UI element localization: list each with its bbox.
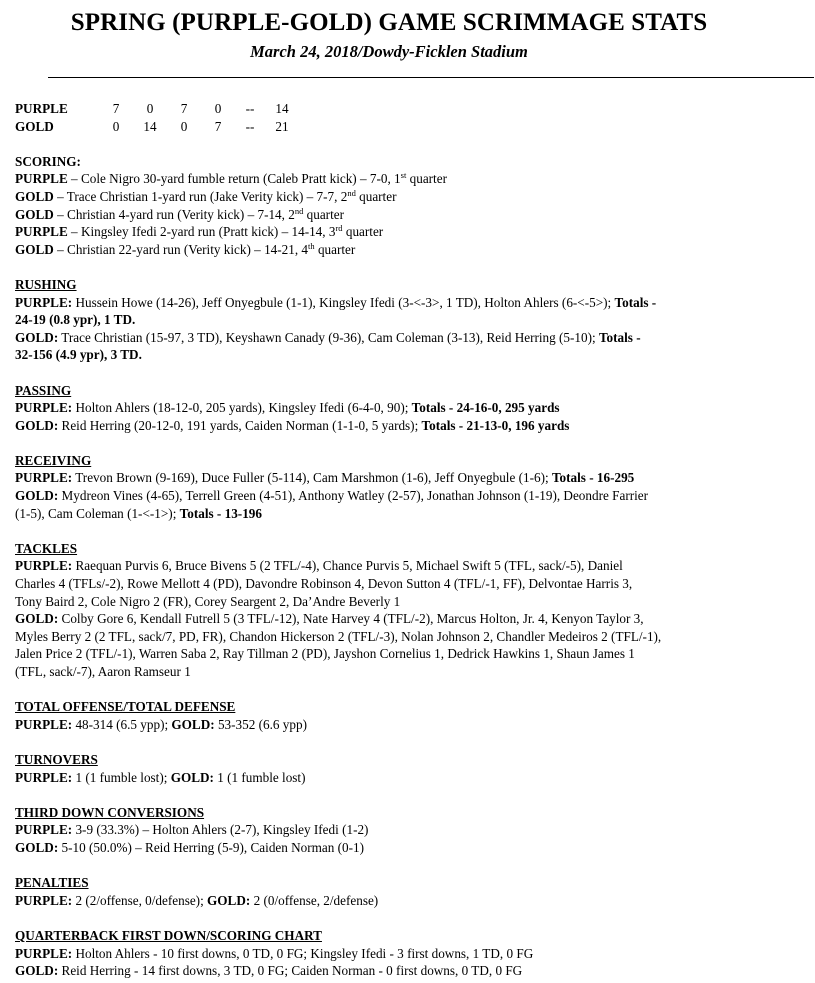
linescore-team: PURPLE (15, 101, 68, 116)
tackles-gold (15, 610, 800, 628)
linescore-q3: 7 (180, 101, 188, 116)
header-divider (48, 77, 814, 78)
receiving-gold (15, 487, 800, 505)
play-text: – Christian 4-yard run (Verity kick) – 7-14, 2 (53, 206, 295, 222)
team-label: GOLD: (15, 963, 59, 979)
play-suffix: quarter (355, 188, 397, 204)
receiving-text: (1-5), Cam Coleman (1-<-1>); (15, 505, 180, 521)
rushing-text: Hussein Howe (14-26), Jeff Onyegbule (1-1), Kingsley Ifedi (3-<-3>, 1 TD), Holton Ahlers (6-<-5>); (72, 294, 615, 310)
ordinal: rd (335, 223, 343, 234)
totals-value: Totals - 16-295 (551, 470, 635, 486)
team-label: GOLD (15, 206, 54, 222)
third-down-gold (15, 839, 800, 857)
totals-value: Totals - 21-13-0, 196 yards (421, 417, 570, 433)
linescore-q4: 0 (214, 101, 222, 116)
linescore-dash: -- (245, 118, 255, 134)
scoring-play (15, 188, 800, 206)
third-down-purple (15, 821, 800, 839)
play-suffix: quarter (314, 241, 356, 257)
totals-value: 24-19 (0.8 ypr), 1 TD. (15, 312, 136, 328)
play-text: – Trace Christian 1-yard run (Jake Verity kick) – 7-7, 2 (53, 188, 348, 204)
team-label: GOLD: (171, 716, 215, 732)
turnovers-header: TURNOVERS (15, 751, 98, 767)
linescore-q2: 14 (143, 118, 157, 134)
receiving-section (15, 452, 800, 522)
totals-value: 32-156 (4.9 ypr), 3 TD. (15, 347, 142, 363)
tackles-header: TACKLES (15, 540, 78, 556)
penalties-line (15, 892, 800, 910)
linescore-team: GOLD (15, 118, 54, 134)
linescore-total: 21 (275, 118, 289, 134)
play-text: – Kingsley Ifedi 2-yard run (Pratt kick) – 14-14, 3 (67, 224, 336, 240)
tackles-gold-cont: (TFL, sack/-7), Aaron Ramseur 1 (15, 664, 191, 679)
totals-label: Totals - (598, 329, 641, 345)
rushing-header: RUSHING (15, 276, 77, 292)
linescore-table (15, 100, 299, 135)
penalties-header: PENALTIES (15, 875, 89, 891)
linescore-dash: -- (245, 101, 255, 116)
passing-section (15, 382, 800, 435)
tackles-text: Raequan Purvis 6, Bruce Bivens 5 (2 TFL/-4), Chance Purvis 5, Michael Swift 5 (TFL, sack/-5), Daniel (72, 558, 623, 574)
stat-text: 3-9 (33.3%) – Holton Ahlers (2-7), Kingsley Ifedi (1-2) (72, 822, 369, 838)
team-label: PURPLE: (15, 892, 73, 908)
stat-text: 2 (0/offense, 2/defense) (250, 892, 379, 908)
stats-document (15, 100, 800, 980)
penalties-section (15, 874, 800, 909)
tackles-gold-cont: Jalen Price 2 (TFL/-1), Warren Saba 2, Ray Tillman 2 (PD), Jayshon Cornelius 1, Dedrick Hawkins 1, Shaun James 1 (15, 646, 635, 662)
team-label: PURPLE: (15, 822, 73, 838)
rushing-text: Trace Christian (15-97, 3 TD), Keyshawn Canady (9-36), Cam Coleman (3-13), Reid Herring (5-10); (58, 329, 599, 345)
total-offense-header: TOTAL OFFENSE/TOTAL DEFENSE (15, 699, 236, 715)
stat-text: 1 (1 fumble lost) (213, 769, 306, 785)
stat-text: 48-314 (6.5 ypp); (72, 716, 172, 732)
scoring-play (15, 170, 800, 188)
play-text: – Cole Nigro 30-yard fumble return (Caleb Pratt kick) – 7-0, 1 (67, 171, 401, 187)
stat-text: 2 (2/offense, 0/defense); (72, 892, 208, 908)
receiving-text: Trevon Brown (9-169), Duce Fuller (5-114), Cam Marshmon (1-6), Jeff Onyegbule (1-6); (72, 470, 552, 486)
tackles-gold-cont: Myles Berry 2 (2 TFL, sack/7, PD, FR), Chandon Hickerson 2 (TFL/-3), Nolan Johnson 2, Chandler Medeiros 2 (TFL/-1), (15, 628, 662, 644)
qb-chart-section (15, 927, 800, 980)
team-label: GOLD: (15, 488, 59, 504)
rushing-gold (15, 329, 800, 347)
team-label: PURPLE (15, 171, 68, 187)
rushing-section (15, 276, 800, 364)
team-label: PURPLE (15, 224, 68, 240)
tackles-purple (15, 557, 800, 575)
page-title: SPRING (PURPLE-GOLD) GAME SCRIMMAGE STATS (70, 9, 708, 36)
tackles-purple-cont: Charles 4 (TFLs/-2), Rowe Mellott 4 (PD), Davondre Robinson 4, Devon Sutton 4 (TFL/-1, FF), Delvontae Harris 3, (15, 576, 633, 592)
ordinal: nd (347, 187, 356, 198)
play-suffix: quarter (406, 171, 447, 187)
team-label: GOLD: (170, 769, 214, 785)
passing-purple (15, 399, 800, 417)
scoring-play (15, 241, 800, 259)
rushing-purple (15, 294, 800, 312)
scoring-play (15, 206, 800, 224)
team-label: GOLD (15, 188, 54, 204)
linescore-row-gold (15, 118, 299, 136)
passing-text: Reid Herring (20-12-0, 191 yards, Caiden Norman (1-1-0, 5 yards); (58, 417, 422, 433)
receiving-purple (15, 469, 800, 487)
team-label: PURPLE: (15, 558, 73, 574)
team-label: GOLD (15, 241, 54, 257)
ordinal: th (308, 240, 315, 251)
totals-label: Totals - (614, 294, 657, 310)
stat-text: Holton Ahlers - 10 first downs, 0 TD, 0 FG; Kingsley Ifedi - 3 first downs, 1 TD, 0 FG (72, 945, 534, 961)
qb-chart-header: QUARTERBACK FIRST DOWN/SCORING CHART (15, 927, 322, 943)
total-offense-line (15, 716, 800, 734)
stat-text: 1 (1 fumble lost); (72, 769, 171, 785)
team-label: PURPLE: (15, 716, 73, 732)
team-label: GOLD: (15, 839, 59, 855)
linescore-q1: 7 (112, 101, 120, 116)
page-subtitle: March 24, 2018/Dowdy-Ficklen Stadium (250, 42, 528, 61)
linescore-q3: 0 (180, 118, 188, 134)
scoring-section (15, 153, 800, 259)
receiving-header: RECEIVING (15, 452, 92, 468)
tackles-section (15, 540, 800, 681)
scoring-play (15, 223, 800, 241)
team-label: GOLD: (15, 417, 59, 433)
linescore-total: 14 (275, 101, 289, 116)
ordinal: st (400, 170, 407, 181)
passing-header: PASSING (15, 382, 72, 398)
passing-text: Holton Ahlers (18-12-0, 205 yards), Kingsley Ifedi (6-4-0, 90); (72, 400, 412, 416)
total-offense-section (15, 698, 800, 733)
play-suffix: quarter (303, 206, 344, 222)
turnovers-line (15, 769, 800, 787)
linescore-row-purple (15, 100, 299, 118)
linescore-q2: 0 (146, 101, 154, 116)
stat-text: Reid Herring - 14 first downs, 3 TD, 0 FG; Caiden Norman - 0 first downs, 0 TD, 0 FG (58, 963, 523, 979)
team-label: PURPLE: (15, 945, 73, 961)
third-down-header: THIRD DOWN CONVERSIONS (15, 804, 205, 820)
stat-text: 53-352 (6.6 ypp) (214, 716, 307, 732)
team-label: PURPLE: (15, 769, 73, 785)
linescore-q1: 0 (112, 118, 120, 134)
rushing-purple-totals (15, 311, 800, 329)
tackles-text: Colby Gore 6, Kendall Futrell 5 (3 TFL/-12), Nate Harvey 4 (TFL/-2), Marcus Holton, Jr. 4, Kenyon Taylor 3, (58, 611, 644, 627)
team-label: PURPLE: (15, 470, 73, 486)
team-label: GOLD: (15, 611, 59, 627)
play-suffix: quarter (342, 224, 384, 240)
play-text: – Christian 22-yard run (Verity kick) – 14-21, 4 (53, 241, 309, 257)
ordinal: nd (294, 205, 304, 216)
stat-text: 5-10 (50.0%) – Reid Herring (5-9), Caiden Norman (0-1) (58, 839, 365, 855)
totals-value: Totals - 24-16-0, 295 yards (411, 400, 560, 416)
qb-chart-purple (15, 945, 800, 963)
receiving-text: Mydreon Vines (4-65), Terrell Green (4-51), Anthony Watley (2-57), Jonathan Johnson (1-19), Deondre Farrier (58, 488, 649, 504)
tackles-purple-cont: Tony Baird 2, Cole Nigro 2 (FR), Corey Seargent 2, Da’Andre Beverly 1 (15, 593, 401, 609)
team-label: GOLD: (207, 892, 251, 908)
linescore-q4: 7 (214, 118, 222, 134)
team-label: PURPLE: (15, 400, 73, 416)
scoring-header: SCORING: (15, 153, 81, 169)
totals-value: Totals - 13-196 (179, 505, 262, 521)
rushing-gold-totals (15, 346, 800, 364)
qb-chart-gold (15, 962, 800, 980)
team-label: GOLD: (15, 329, 59, 345)
receiving-gold-cont (15, 505, 800, 523)
passing-gold (15, 417, 800, 435)
turnovers-section (15, 751, 800, 786)
third-down-section (15, 804, 800, 857)
team-label: PURPLE: (15, 294, 73, 310)
